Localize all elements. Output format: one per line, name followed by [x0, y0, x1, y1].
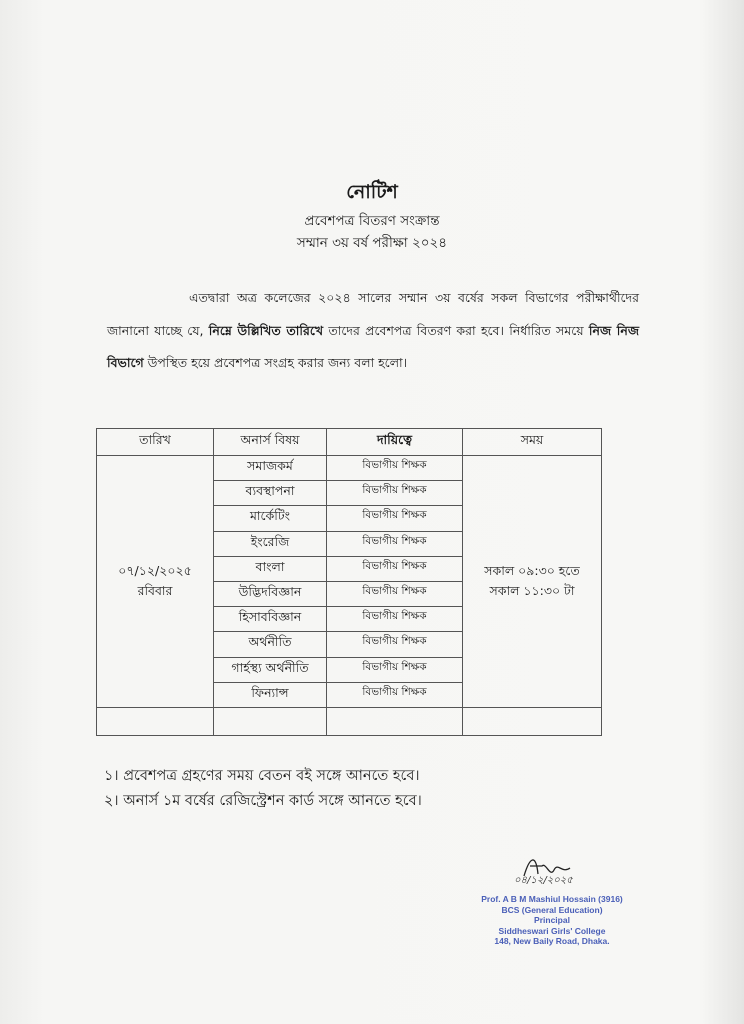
duty-cell: বিভাগীয় শিক্ষক — [327, 481, 463, 506]
duty-cell: বিভাগীয় শিক্ষক — [327, 556, 463, 581]
header-date: তারিখ — [97, 429, 214, 456]
duty-cell: বিভাগীয় শিক্ষক — [327, 506, 463, 531]
subject-cell: ইংরেজি — [214, 531, 327, 556]
notice-subject: প্রবেশপত্র বিতরণ সংক্রান্ত — [304, 213, 440, 229]
subject-cell: উদ্ভিদবিজ্ঞান — [214, 581, 327, 606]
para-bold-date: নিম্নে উল্লিখিত তারিখে — [208, 322, 324, 338]
subject-cell: গার্হস্থ্য অর্থনীতি — [214, 657, 327, 682]
empty-cell — [463, 707, 602, 735]
empty-cell — [214, 707, 327, 735]
empty-cell — [97, 707, 214, 735]
duty-cell: বিভাগীয় শিক্ষক — [327, 607, 463, 632]
subject-cell: হিসাববিজ্ঞান — [214, 607, 327, 632]
time-start: সকাল ০৯:৩০ হতে — [484, 563, 580, 579]
duty-cell: বিভাগীয় শিক্ষক — [327, 657, 463, 682]
duty-cell: বিভাগীয় শিক্ষক — [327, 581, 463, 606]
para-text-2: তাদের প্রবেশপত্র বিতরণ করা হবে। নির্ধারিত সময়ে — [323, 322, 589, 338]
duty-cell: বিভাগীয় শিক্ষক — [327, 632, 463, 657]
note-item: ১। প্রবেশপত্র গ্রহণের সময় বেতন বই সঙ্গে আনতে হবে। — [104, 768, 420, 784]
time-cell — [463, 456, 602, 708]
principal-designation: Principal — [534, 915, 570, 925]
table-row-empty — [97, 707, 602, 735]
duty-cell: বিভাগীয় শিক্ষক — [327, 456, 463, 481]
duty-cell: বিভাগীয় শিক্ষক — [327, 531, 463, 556]
notice-title: নোটিশ — [346, 181, 398, 203]
subject-cell: মার্কেটিং — [214, 506, 327, 531]
para-bold-department: নিজ নিজ বিভাগে — [107, 322, 640, 370]
date-value: ০৭/১২/২০২৫ — [118, 563, 192, 579]
subject-cell: অর্থনীতি — [214, 632, 327, 657]
time-end: সকাল ১১:৩০ টা — [489, 583, 575, 599]
schedule-table — [96, 428, 602, 736]
subject-cell: বাংলা — [214, 556, 327, 581]
college-name: Siddheswari Girls' College — [498, 925, 606, 936]
college-address: 148, New Baily Road, Dhaka. — [494, 936, 610, 946]
header-time: সময় — [463, 429, 602, 456]
para-text-1: এতদ্বারা অত্র কলেজের ২০২৪ সালের সম্মান ৩য় বর্ষের সকল বিভাগের পরীক্ষার্থীদের জানানো যাচ্ছে যে, — [107, 290, 639, 338]
notes-list — [104, 764, 422, 814]
header-subject: অনার্স বিষয় — [214, 429, 327, 456]
notice-exam: সম্মান ৩য় বর্ষ পরীক্ষা ২০২৪ — [296, 235, 448, 251]
subject-cell: ফিন্যান্স — [214, 682, 327, 707]
para-text-3: উপস্থিত হয়ে প্রবেশপত্র সংগ্রহ করার জন্য বলা হলো। — [143, 355, 408, 370]
table-header-row — [97, 429, 602, 456]
date-cell — [97, 456, 214, 708]
empty-cell — [327, 707, 463, 735]
subject-cell: সমাজকর্ম — [214, 456, 327, 481]
principal-service: BCS (General Education) — [501, 904, 603, 915]
principal-name: Prof. A B M Mashiul Hossain (3916) — [481, 894, 623, 904]
table-row — [97, 456, 602, 481]
duty-cell: বিভাগীয় শিক্ষক — [327, 682, 463, 707]
note-item: ২। অনার্স ১ম বর্ষের রেজিস্ট্রেশন কার্ড সঙ্গে আনতে হবে। — [104, 793, 422, 809]
subject-cell: ব্যবস্থাপনা — [214, 481, 327, 506]
principal-seal — [472, 894, 632, 947]
header-duty: দায়িত্বে — [327, 429, 463, 456]
day-value: রবিবার — [137, 583, 173, 599]
signature-date: ০৪/১২/২০২৫ — [514, 875, 573, 886]
notice-paragraph — [107, 282, 639, 380]
